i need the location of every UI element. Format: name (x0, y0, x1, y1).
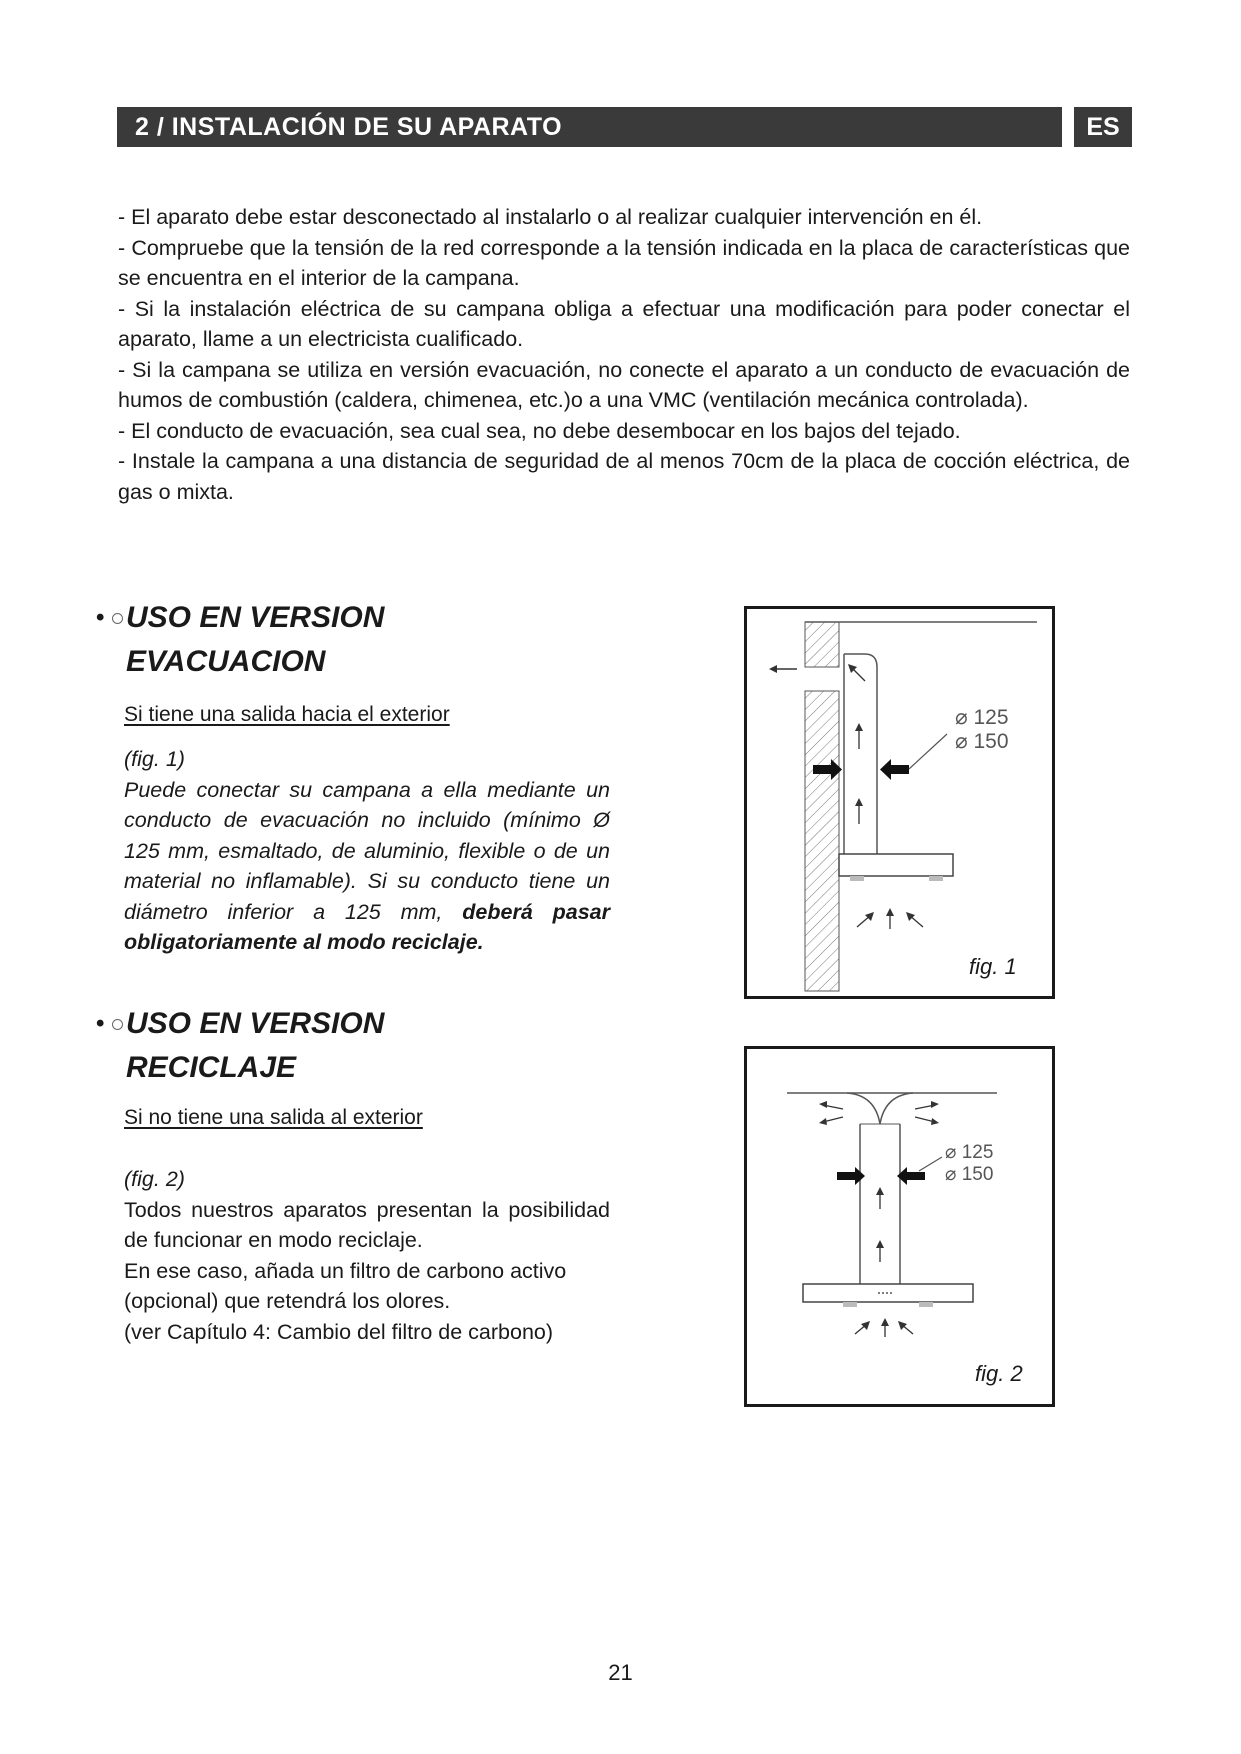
section-title-reciclaje (96, 1002, 384, 1090)
section-title-line: EVACUACION (126, 645, 326, 678)
body-reciclaje (124, 1164, 610, 1347)
figure-1 (744, 606, 1055, 999)
fig1-diagram (747, 609, 1052, 996)
figure-label: fig. 1 (969, 954, 1017, 979)
body-paragraph: En ese caso, añada un filtro de carbono activo (opcional) que retendrá los olores. (124, 1258, 567, 1313)
body-paragraph: Todos nuestros aparatos presentan la posibilidad de funcionar en modo reciclaje. (124, 1197, 610, 1252)
dimension-label: ⌀ 150 (955, 730, 1009, 753)
section-title-evacuacion (96, 596, 384, 684)
section-title-line: USO EN VERSION (126, 601, 385, 634)
intro-paragraph: - Instale la campana a una distancia de seguridad de al menos 70cm de la placa de cocción eléctrica, de gas o mixta. (118, 449, 1130, 504)
bullet-icon: • (96, 1010, 105, 1037)
body-evacuacion (124, 744, 610, 958)
intro-paragraph: - Si la campana se utiliza en versión evacuación, no conecte el aparato a un conducto de evacuación de humos de combustión (caldera, chimenea, etc.)o a una VMC (ventilación mecánica controlada). (118, 357, 1130, 412)
bullet-icon: • (96, 604, 105, 631)
intro-text (118, 202, 1130, 507)
wall-hatch (805, 691, 839, 991)
dimension-label: ⌀ 150 (945, 1164, 994, 1185)
body-text-normal: Puede conectar su campana a ella mediante un conducto de evacuación no incluido (mínimo Ø 125 mm, esmaltado, de aluminio, flexible o de un material no inflamable). Si su conducto tiene un diámetro inferior a 125 mm, (124, 777, 610, 924)
fig-reference: (fig. 1) (124, 747, 185, 771)
fig2-diagram (747, 1049, 1052, 1404)
ring-icon (112, 1019, 123, 1030)
fig-reference: (fig. 2) (124, 1167, 185, 1191)
subtitle-evacuacion: Si tiene una salida hacia el exterior (124, 703, 450, 726)
dimension-label: ⌀ 125 (945, 1142, 994, 1163)
intro-paragraph: - El conducto de evacuación, sea cual sea, no debe desembocar en los bajos del tejado. (118, 418, 961, 443)
ring-icon (112, 613, 123, 624)
body-text-bold: deberá pasar obligatoriamente al modo reciclaje. (124, 899, 610, 954)
section-title-line: USO EN VERSION (126, 1007, 385, 1040)
wall-upper-hatch (805, 622, 839, 667)
figure-2 (744, 1046, 1055, 1407)
intro-paragraph: - Si la instalación eléctrica de su campana obliga a efectuar una modificación para poder conectar el aparato, llame a un electricista cualificado. (118, 296, 1130, 351)
section-header: 2 / INSTALACIÓN DE SU APARATO (117, 107, 1062, 147)
body-paragraph (124, 775, 610, 958)
language-badge: ES (1074, 107, 1132, 147)
dimension-label: ⌀ 125 (955, 706, 1009, 729)
intro-paragraph: - El aparato debe estar desconectado al instalarlo o al realizar cualquier intervención en él. (118, 205, 983, 229)
subtitle-reciclaje: Si no tiene una salida al exterior (124, 1106, 423, 1129)
duct-outline (844, 654, 877, 854)
body-paragraph: (ver Capítulo 4: Cambio del filtro de carbono) (124, 1319, 554, 1344)
figure-label: fig. 2 (975, 1361, 1023, 1386)
page-number: 21 (608, 1660, 633, 1685)
section-title-line: RECICLAJE (126, 1051, 297, 1084)
intro-paragraph: - Compruebe que la tensión de la red corresponde a la tensión indicada en la placa de características que se encuentra en el interior de la campana. (118, 235, 1130, 290)
diffuser-outline (847, 1093, 913, 1124)
hood-body (839, 854, 953, 876)
